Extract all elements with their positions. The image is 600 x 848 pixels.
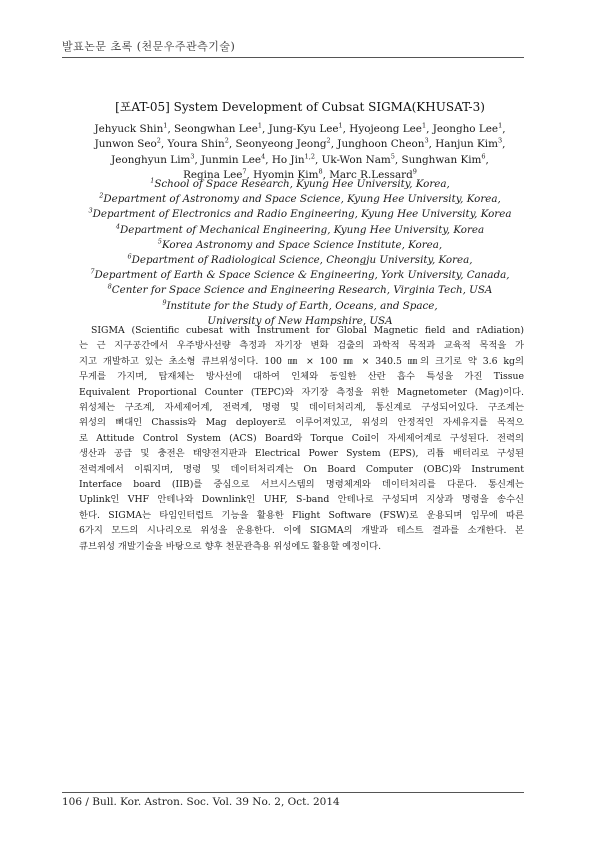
author-affiliation-mark: 1 [338,121,343,130]
abstract-line: 는 근 지구공간에서 우주방사선량 측정과 자기장 변화 검출의 과학적 목적과 교육적 목적을 가 [79,340,524,352]
affiliation-text: Department of Astronomy and Space Science, Kyung Hee University, Korea, [103,193,501,206]
affiliation-line [62,207,538,222]
author-name: Seonyeong Jeong [235,138,327,151]
abstract-line: 생산과 공급 및 충전은 태양전지판과 Electrical Power System (EPS), 리튬 배터리로 구성된 [79,448,524,460]
abstract-line: 로 Attitude Control System (ACS) Board와 Torque Coil이 자세제어계로 구성된다. 전력의 [79,432,524,444]
affiliation-text: Department of Earth & Space Science & Engineering, York University, Canada, [94,269,510,282]
affiliation-line [62,253,538,268]
abstract-line: 위성의 뼈대인 Chassis와 Mag deployer로 이루어져있고, 위성의 안정적인 자세유지를 목적으 [79,417,524,429]
affiliation-line [62,238,538,253]
affiliation-list [62,177,538,329]
author-affiliation-mark: 3 [424,136,429,145]
abstract-line: Uplink인 VHF 안테나와 Downlink인 UHF, S-band 안테나로 구성되며 지상과 명령을 송수신 [79,494,524,506]
author-name: Regina Lee [183,169,243,182]
affiliation-mark: 4 [115,222,121,231]
author-name: Jehyuck Shin [94,123,164,135]
abstract-line: 지고 개발하고 있는 초소형 큐브위성이다. 100 ㎜ × 100 ㎜ × 340.5 ㎜의 크기로 약 3.6 kg의 [79,355,524,367]
abstract-line: 큐브위성 개발기술을 바탕으로 향후 천문관측용 위성에도 활용할 예정이다. [79,540,382,552]
author-list [62,122,538,184]
author-name: Marc R.Lessard [329,169,413,182]
author-affiliation-mark: 9 [412,167,417,176]
affiliation-text: Department of Radiological Science, Cheongju University, Korea, [131,254,473,267]
running-header: 발표논문 초록 (천문우주관측기술) [62,40,236,53]
author-name: Uk-Won Nam [321,153,391,166]
affiliation-text: Institute for the Study of Earth, Oceans, and Space, [166,299,438,312]
abstract-line: Equivalent Proportional Counter (TEPC)와 자기장 측정을 위한 Magnetometer (Mag)이다. [79,386,524,398]
affiliation-line [62,223,538,238]
author-line: Jeonghyun Lim$^3$, Junmin Lee$^4$, Ho Jin$^{1,2}$, Uk-Won Nam$^5$, Sunghwan Kim$^6$, [111,152,489,166]
affiliation-mark: 1 [150,176,155,185]
author-name: Youra Shin [167,138,225,151]
author-affiliation-mark: 8 [318,167,323,176]
author-line: Junwon Seo$^2$, Youra Shin$^2$, Seonyeong Jeong$^2$, Junghoon Cheon$^3$, Hanjun Kim$^3$, [94,136,506,151]
abstract-line: 위성체는 구조계, 자세제어계, 전력계, 명령 및 데이터처리계, 통신계로 구성되어있다. 구조계는 [79,402,524,414]
affiliation-line [62,283,538,298]
affiliation-mark: 3 [88,206,93,215]
author-name: Junwon Seo [94,138,157,151]
affiliation-mark: 2 [99,191,104,200]
author-name: Hyojeong Lee [349,123,422,135]
author-line: Jehyuck Shin$^1$, Seongwhan Lee$^1$, Jung-Kyu Lee$^1$, Hyojeong Lee$^1$, Jeongho Lee$^1$, [94,121,506,135]
author-affiliation-mark: 6 [481,152,486,161]
abstract [79,323,524,554]
author-name: Seongwhan Lee [174,123,258,135]
affiliation-mark: 6 [127,252,132,261]
affiliation-text: Center for Space Science and Engineering Research, Virginia Tech, USA [111,284,493,297]
author-affiliation-mark: 3 [190,152,195,161]
abstract-line: 전력계에서 이뤄지며, 명령 및 데이터처리계는 On Board Computer (OBC)와 Instrument [79,463,524,475]
author-affiliation-mark: 4 [261,152,266,161]
author-line: Regina Lee$^7$, Hyomin Kim$^8$, Marc R.Lessard$^9$ [183,167,417,182]
abstract-line: Interface board (IIB)를 중심으로 서브시스템의 명령체계와 데이터처리를 다룬다. 통신계는 [79,479,524,491]
affiliation-text: Department of Mechanical Engineering, Kyung Hee University, Korea [120,223,485,236]
abstract-line: 6가지 모드의 시나리오로 위성을 운용한다. 이에 SIGMA의 개발과 테스트 결과를 소개한다. 본 [79,525,524,537]
abstract-line: 무게를 가지며, 탑재체는 방사선에 대하여 인체와 동일한 산란 흡수 특성을 가진 Tissue [79,371,524,383]
affiliation-text: University of New Hampshire, USA [207,314,393,327]
author-affiliation-mark: 2 [156,136,161,145]
author-name: Hyomin Kim [253,169,319,182]
author-affiliation-mark: 1 [257,121,263,130]
author-name: Jeongho Lee [432,123,499,135]
footer-divider [62,792,524,793]
author-affiliation-mark: 5 [390,152,395,161]
author-name: Hanjun Kim [435,138,498,151]
page-footer: 106 / Bull. Kor. Astron. Soc. Vol. 39 No. 2, Oct. 2014 [62,796,340,808]
author-affiliation-mark: 1 [498,121,503,130]
author-affiliation-mark: 1 [421,121,427,130]
author-name: Sunghwan Kim [401,153,482,166]
paper-title: [포AT-05] System Development of Cubsat SIGMA(KHUSAT-3) [115,100,485,114]
abstract-line: 한다. SIGMA는 타임인터럽트 기능을 활용한 Flight Software (FSW)로 운용되며 임무에 따른 [79,509,524,521]
affiliation-text: School of Space Research, Kyung Hee University, Korea, [154,178,450,190]
author-name: Ho Jin [271,153,305,166]
author-affiliation-mark: 2 [224,136,229,145]
affiliation-line [62,192,538,207]
author-name: Junghoon Cheon [337,138,425,151]
affiliation-mark: 8 [107,283,112,291]
author-affiliation-mark: 7 [242,167,247,176]
affiliation-line [62,299,538,314]
affiliation-text: Korea Astronomy and Space Science Institute, Korea, [161,238,443,251]
author-affiliation-mark: 1 [163,121,168,130]
affiliation-mark: 9 [162,298,167,307]
affiliation-mark: 5 [157,237,162,246]
author-name: Junmin Lee [201,153,262,166]
affiliation-line [62,177,538,192]
author-affiliation-mark: 3 [497,136,503,145]
author-name: Jeonghyun Lim [111,153,191,166]
author-name: Jung-Kyu Lee [268,123,339,135]
author-affiliation-mark: 1,2 [304,152,315,161]
affiliation-mark: 7 [90,267,95,276]
author-affiliation-mark: 2 [326,136,331,145]
abstract-line: SIGMA (Scientific cubesat with Instrument for Global Magnetic field and rAdiation) [91,325,524,336]
affiliation-text: Department of Electronics and Radio Engineering, Kyung Hee University, Korea [92,208,512,221]
affiliation-line [62,268,538,283]
header-divider [62,57,524,58]
